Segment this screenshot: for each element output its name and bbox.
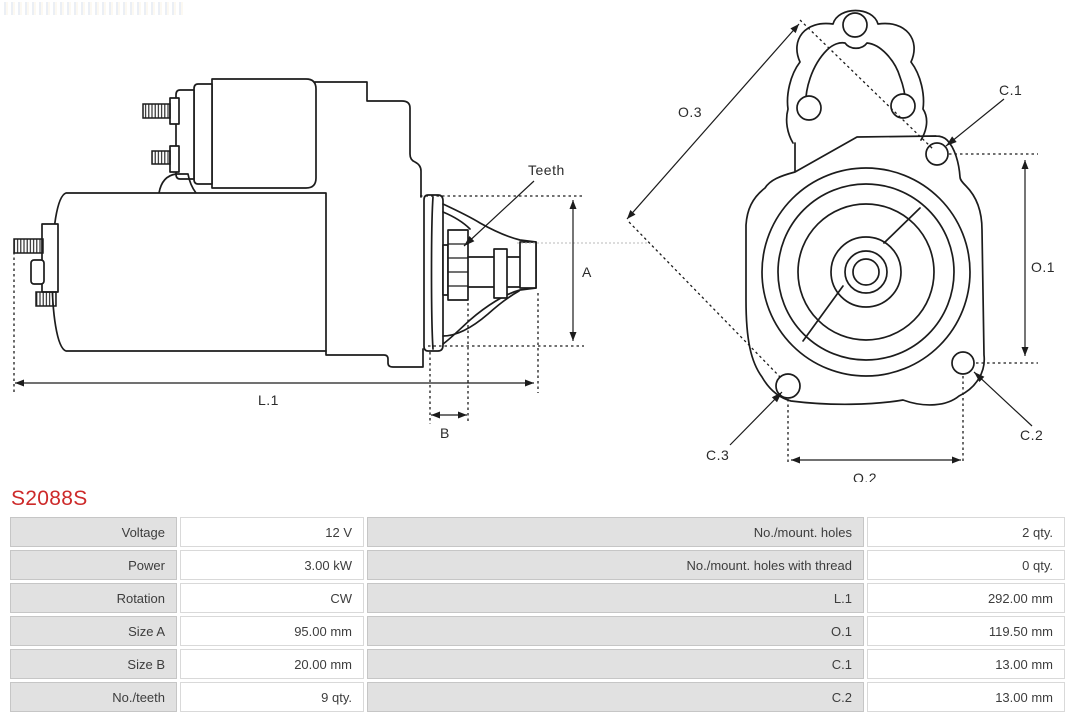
spec-value-cell: 3.00 kW: [180, 550, 364, 580]
label-o1: O.1: [1031, 259, 1056, 275]
label-c2: C.2: [1020, 427, 1044, 443]
spec-value-cell: 12 V: [180, 517, 364, 547]
starter-front-view: [746, 11, 984, 405]
spec-table: [7, 514, 1068, 715]
spec-table-body: [10, 517, 1065, 712]
label-size-a: A: [582, 264, 592, 280]
spec-label-cell: Power: [10, 550, 177, 580]
spec-label-cell: Size B: [10, 649, 177, 679]
spec-label-cell: C.2: [367, 682, 864, 712]
label-o3: O.3: [678, 104, 703, 120]
spec-value-cell: 2 qty.: [867, 517, 1065, 547]
spec-value-cell: 13.00 mm: [867, 682, 1065, 712]
solenoid-terminal-stud: [143, 104, 170, 118]
spec-row: [10, 550, 1065, 580]
label-o2: O.2: [853, 470, 878, 482]
spec-row: [10, 649, 1065, 679]
spec-label-cell: L.1: [367, 583, 864, 613]
starter-side-view: [14, 79, 649, 367]
spec-row: [10, 517, 1065, 547]
spec-label-cell: Rotation: [10, 583, 177, 613]
label-l1: L.1: [258, 392, 279, 408]
spec-label-cell: No./teeth: [10, 682, 177, 712]
spec-value-cell: 0 qty.: [867, 550, 1065, 580]
spec-label-cell: No./mount. holes with thread: [367, 550, 864, 580]
spec-label-cell: No./mount. holes: [367, 517, 864, 547]
battery-terminal-stud: [14, 239, 43, 253]
mount-hole-c2: [952, 352, 974, 374]
label-c3: C.3: [706, 447, 730, 463]
spec-row: [10, 682, 1065, 712]
pinion-gear: [448, 230, 468, 300]
arch-top-hole: [843, 13, 867, 37]
spec-label-cell: O.1: [367, 616, 864, 646]
part-number: S2088S: [11, 487, 88, 510]
motor-body: [52, 193, 326, 351]
spec-row: [10, 616, 1065, 646]
label-teeth: Teeth: [528, 162, 565, 178]
spec-value-cell: 119.50 mm: [867, 616, 1065, 646]
mount-hole-c1: [926, 143, 948, 165]
spec-label-cell: Voltage: [10, 517, 177, 547]
spec-row: [10, 583, 1065, 613]
spec-label-cell: C.1: [367, 649, 864, 679]
spec-label-cell: Size A: [10, 616, 177, 646]
label-size-b: B: [440, 425, 450, 441]
solenoid-body: [212, 79, 316, 188]
spec-value-cell: 292.00 mm: [867, 583, 1065, 613]
spec-value-cell: 20.00 mm: [180, 649, 364, 679]
spec-value-cell: 9 qty.: [180, 682, 364, 712]
spec-value-cell: CW: [180, 583, 364, 613]
spec-value-cell: 95.00 mm: [180, 616, 364, 646]
spec-value-cell: 13.00 mm: [867, 649, 1065, 679]
label-c1: C.1: [999, 82, 1023, 98]
